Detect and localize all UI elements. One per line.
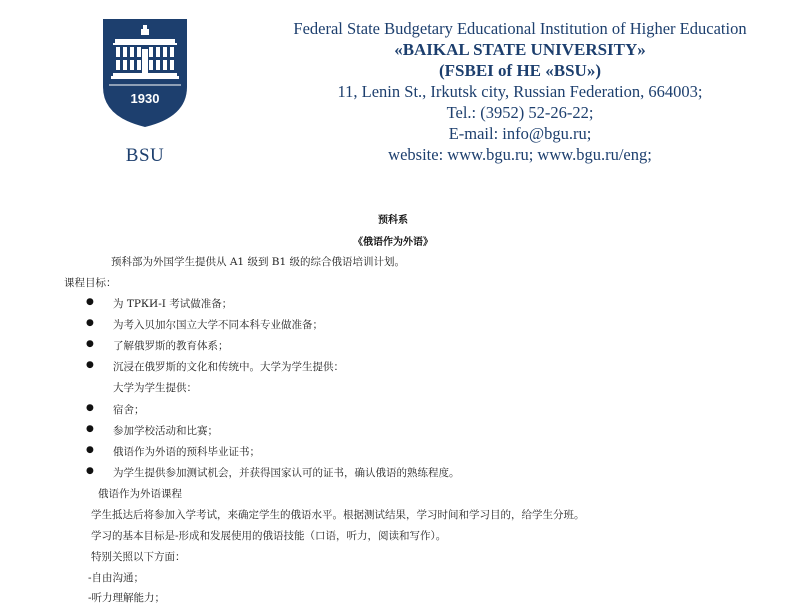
building-emblem-icon [101,17,189,129]
bullet-icon: ● [86,318,94,328]
paragraph: 学习的基本目标是-形成和发展使用的俄语技能（口语，听力，阅读和写作）。 [91,530,447,542]
provides-item: 宿舍； [113,404,145,416]
document-subtitle: 《俄语作为外语》 [353,237,433,248]
list-item: -听力理解能力； [88,592,166,604]
course-heading: 俄语作为外语课程 [98,488,182,500]
paragraph: 学生抵达后将参加入学考试，来确定学生的俄语水平。根据测试结果，学习时间和学习目的，给学生分班。 [91,509,585,521]
university-logo [101,17,189,167]
provides-item: 为学生提供参加测试机会，并获得国家认可的证书，确认俄语的熟练程度。 [113,467,460,479]
bullet-icon: ● [86,360,94,370]
letterhead [255,18,785,165]
document-title: 预科系 [378,215,408,226]
provides-heading: 大学为学生提供： [113,382,197,394]
email: E-mail: info@bgu.ru; [448,124,592,143]
provides-item: 俄语作为外语的预科毕业证书； [113,446,260,458]
telephone: Tel.: (3952) 52-26-22; [446,103,594,122]
intro-paragraph: 预科部为外国学生提供从 A1 级到 B1 级的综合俄语培训计划。 [111,256,406,268]
paragraph: 特别关照以下方面： [91,551,186,563]
bullet-icon: ● [86,339,94,349]
website: website: www.bgu.ru; www.bgu.ru/eng; [388,145,652,164]
university-name: «BAIKAL STATE UNIVERSITY» [394,40,646,59]
bullet-icon: ● [86,297,94,307]
bullet-icon: ● [86,466,94,476]
goal-item: 了解俄罗斯的教育体系； [113,340,229,352]
logo-caption: BSU [125,145,165,166]
goal-item: 为考入贝加尔国立大学不同本科专业做准备； [113,319,323,331]
goal-item: 为 ТРКИ-I 考试做准备； [113,298,233,310]
bullet-icon: ● [86,403,94,413]
address: 11, Lenin St., Irkutsk city, Russian Federation, 664003; [337,82,703,101]
goal-item: 沉浸在俄罗斯的文化和传统中。大学为学生提供： [113,361,344,373]
svg-text:1930: 1930 [130,91,160,106]
provides-item: 参加学校活动和比赛； [113,425,218,437]
goals-heading: 课程目标： [64,277,117,289]
bullet-icon: ● [86,445,94,455]
institution-type: Federal State Budgetary Educational Institution of Higher Education [293,19,747,38]
bullet-icon: ● [86,424,94,434]
list-item: -自由沟通； [88,572,145,584]
university-abbr: (FSBEI of HE «BSU») [439,61,601,80]
